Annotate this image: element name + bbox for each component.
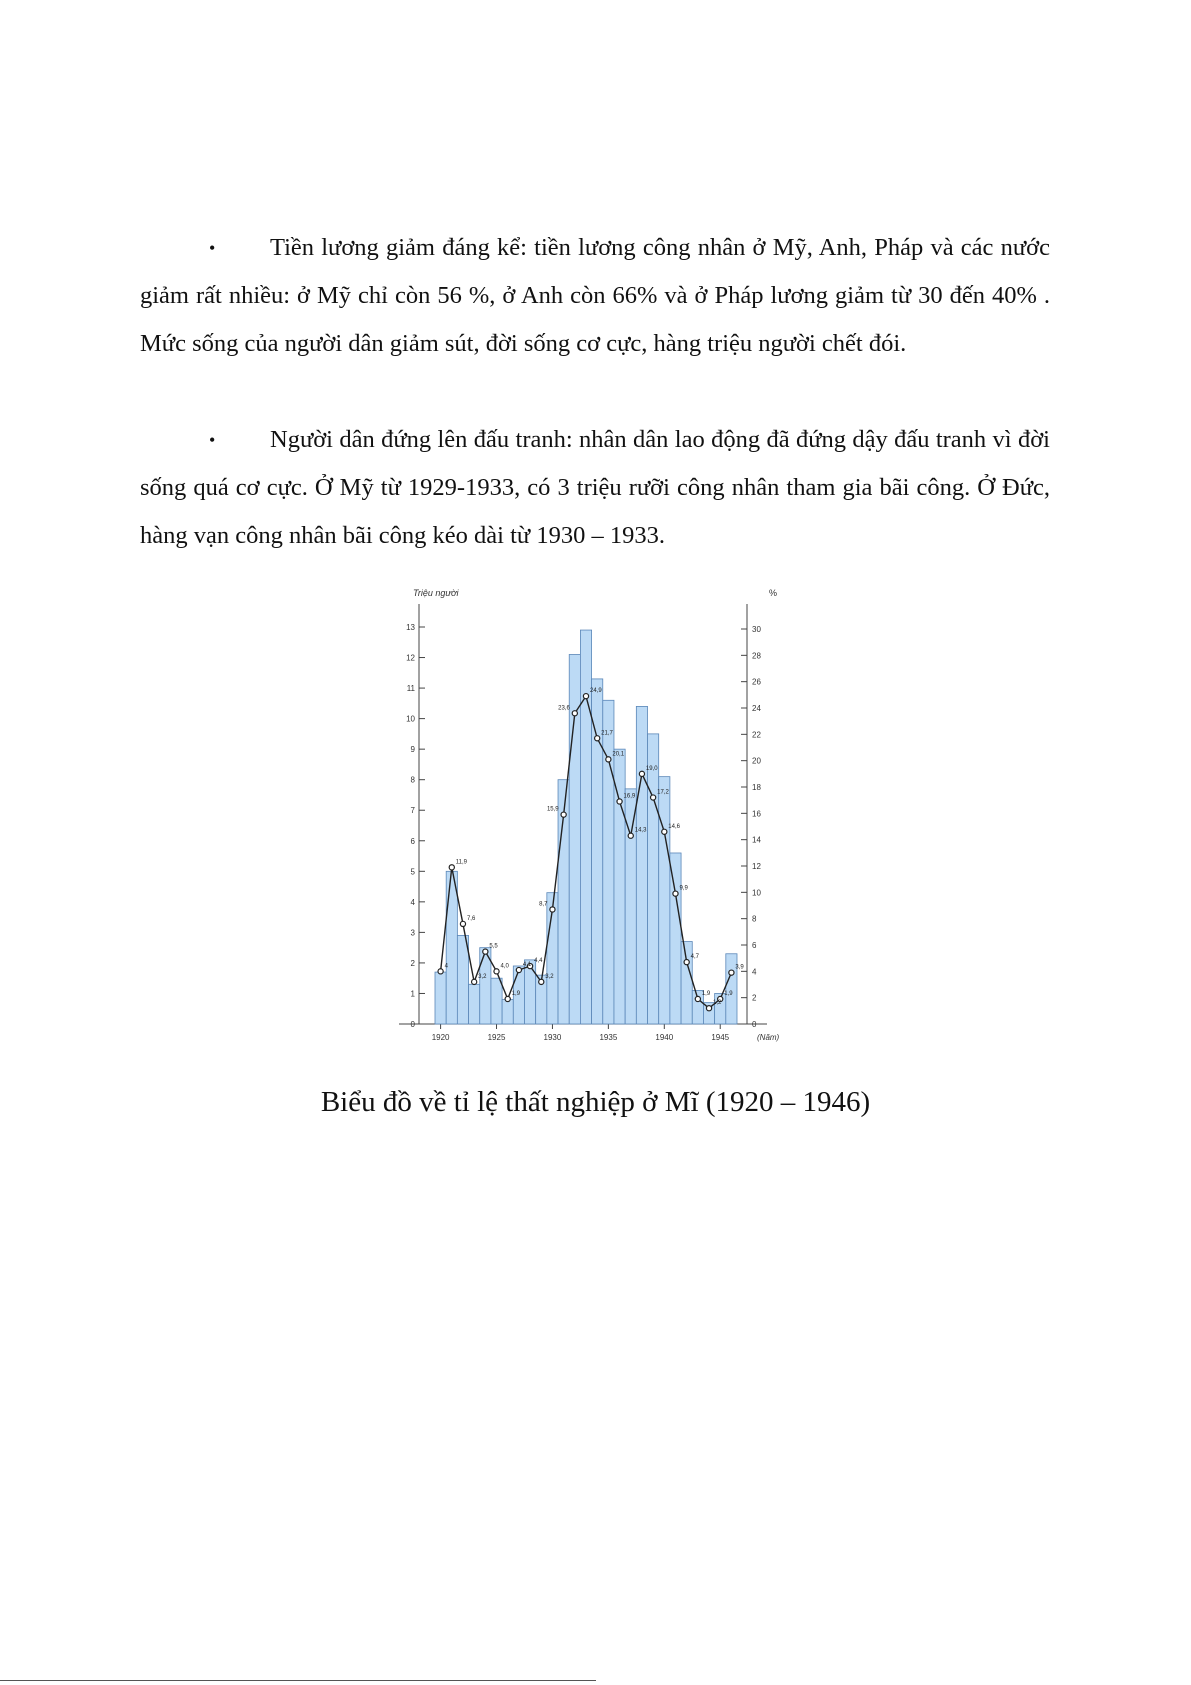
bar <box>603 700 614 1024</box>
data-label: 3,2 <box>545 973 554 980</box>
bar <box>524 960 535 1024</box>
rate-point <box>662 829 667 834</box>
y-left-tick-label: 7 <box>410 806 415 816</box>
y-left-tick-label: 5 <box>410 867 415 877</box>
y-right-tick-label: 28 <box>752 651 761 661</box>
data-label: 8,7 <box>539 901 548 908</box>
data-label: 4,1 <box>522 962 532 969</box>
y-left-tick-label: 10 <box>406 714 415 724</box>
footnote-divider <box>0 1680 596 1681</box>
bar <box>457 935 468 1024</box>
rate-point <box>472 979 477 984</box>
y-right-tick-label: 30 <box>752 625 761 634</box>
data-label: 4 <box>444 963 448 970</box>
rate-point <box>639 771 644 776</box>
data-label: 9,9 <box>679 885 688 892</box>
rate-point <box>483 949 488 954</box>
bar <box>614 749 625 1024</box>
rate-point <box>695 996 700 1001</box>
bar <box>569 654 580 1024</box>
bullet-1: • <box>209 238 216 258</box>
rate-point <box>595 736 600 741</box>
chart-caption: Biểu đồ về tỉ lệ thất nghiệp ở Mĩ (1920 – 1946) <box>320 1086 871 1118</box>
y-right-tick-label: 14 <box>752 835 761 845</box>
rate-point <box>628 833 633 838</box>
rate-point <box>449 865 454 870</box>
data-label: 19,0 <box>645 765 658 772</box>
rate-point <box>516 967 521 972</box>
x-tick-label: 1925 <box>487 1033 506 1042</box>
rate-point <box>572 711 577 716</box>
rate-point <box>505 996 510 1001</box>
y-right-tick-label: 24 <box>752 704 761 713</box>
rate-point <box>561 812 566 817</box>
data-label: 20,1 <box>612 751 625 758</box>
y-left-tick-label: 3 <box>410 928 415 938</box>
data-label: 5,5 <box>489 943 498 950</box>
data-label: 24,9 <box>590 688 602 695</box>
paragraph-struggle <box>140 416 1050 560</box>
data-label: 21,7 <box>601 730 613 737</box>
data-label: 4,4 <box>534 958 543 965</box>
x-tick-label: 1930 <box>543 1033 562 1042</box>
y-left-tick-label: 6 <box>410 836 415 846</box>
rate-point <box>583 694 588 699</box>
data-label: 1,9 <box>724 990 733 997</box>
bar <box>636 706 647 1024</box>
data-label: 23,6 <box>558 705 570 712</box>
rate-point <box>617 799 622 804</box>
y-right-tick-label: 16 <box>752 809 761 819</box>
data-label: 3,9 <box>735 964 744 971</box>
data-label: 1,2 <box>713 1000 722 1007</box>
bar <box>670 853 681 1024</box>
y-left-tick-label: 4 <box>410 897 415 907</box>
paragraph-struggle-text: Người dân đứng lên đấu tranh: nhân dân lao động đã đứng dậy đấu tranh vì đời sống quá cơ cực. Ở Mỹ từ 1929-1933, có 3 triệu rưỡi công nhân tham gia bãi công. Ở Đức, hàng vạn công nhân bãi công kéo dài từ 1930 – 1933. <box>140 426 1050 549</box>
data-label: 4,7 <box>690 954 700 961</box>
rate-point <box>539 979 544 984</box>
data-label: 14,6 <box>668 823 680 830</box>
bar <box>446 871 457 1024</box>
x-tick-label: 1945 <box>711 1033 730 1042</box>
x-tick-label: 1920 <box>431 1033 450 1042</box>
y-left-tick-label: 9 <box>410 745 415 755</box>
y-right-tick-label: 10 <box>752 888 761 898</box>
rate-point <box>706 1006 711 1011</box>
unemployment-chart <box>395 582 815 1052</box>
paragraph-wages-text: Tiền lương giảm đáng kể: tiền lương công nhân ở Mỹ, Anh, Pháp và các nước giảm rất nhiều: ở Mỹ chỉ còn 56 %, ở Anh còn 66% và ở Pháp lương giảm từ 30 đến 40% . Mức sống của người dân giảm sút, đời sống cơ cực, hàng triệu người chết đói. <box>140 234 1050 357</box>
y-left-tick-label: 11 <box>406 684 415 694</box>
bar <box>645 734 659 1024</box>
y-right-tick-label: 6 <box>752 941 757 950</box>
bar <box>491 978 502 1024</box>
data-label: 1,9 <box>511 990 521 997</box>
rate-point <box>494 969 499 974</box>
bar <box>469 984 480 1024</box>
bullet-2: • <box>209 430 216 450</box>
data-label: 1,9 <box>701 990 711 997</box>
y-left-tick-label: 0 <box>410 1020 415 1029</box>
rate-point <box>684 960 689 965</box>
x-tick-label: 1940 <box>655 1033 674 1042</box>
y-right-tick-label: 26 <box>752 677 761 687</box>
y-left-tick-label: 13 <box>406 623 415 632</box>
data-label: 17,2 <box>657 789 669 796</box>
y-left-tick-label: 12 <box>406 653 415 663</box>
rate-point <box>729 970 734 975</box>
rate-point <box>673 891 678 896</box>
rate-point <box>438 969 443 974</box>
data-label: 3,2 <box>478 973 487 980</box>
paragraph-wages <box>140 224 1050 368</box>
data-label: 4,0 <box>500 963 509 970</box>
y-right-tick-label: 18 <box>752 783 761 792</box>
y-right-tick-label: 20 <box>752 756 761 766</box>
y-right-tick-label: 0 <box>752 1020 757 1029</box>
y-right-tick-label: 12 <box>752 862 761 871</box>
data-label: 14,3 <box>634 827 647 834</box>
x-axis-label: (Năm) <box>757 1033 780 1042</box>
bar <box>659 777 670 1024</box>
data-label: 11,9 <box>455 859 468 866</box>
rate-point <box>550 907 555 912</box>
data-label: 7,6 <box>466 915 476 922</box>
y-left-label: Triệu người <box>413 588 459 598</box>
data-label: 16,9 <box>623 793 636 800</box>
bar <box>435 972 446 1024</box>
rate-point <box>460 921 465 926</box>
y-right-tick-label: 22 <box>752 730 761 740</box>
y-right-tick-label: 4 <box>752 967 757 977</box>
y-left-tick-label: 1 <box>410 989 415 999</box>
y-right-tick-label: 2 <box>752 993 757 1003</box>
rate-point <box>651 795 656 800</box>
y-right-label: % <box>769 588 778 598</box>
x-tick-label: 1935 <box>599 1033 618 1042</box>
rate-point <box>606 757 611 762</box>
bar <box>502 1000 513 1024</box>
y-right-tick-label: 8 <box>752 914 757 924</box>
data-label: 15,9 <box>546 806 559 813</box>
y-left-tick-label: 8 <box>410 775 415 785</box>
y-left-tick-label: 2 <box>410 958 415 968</box>
